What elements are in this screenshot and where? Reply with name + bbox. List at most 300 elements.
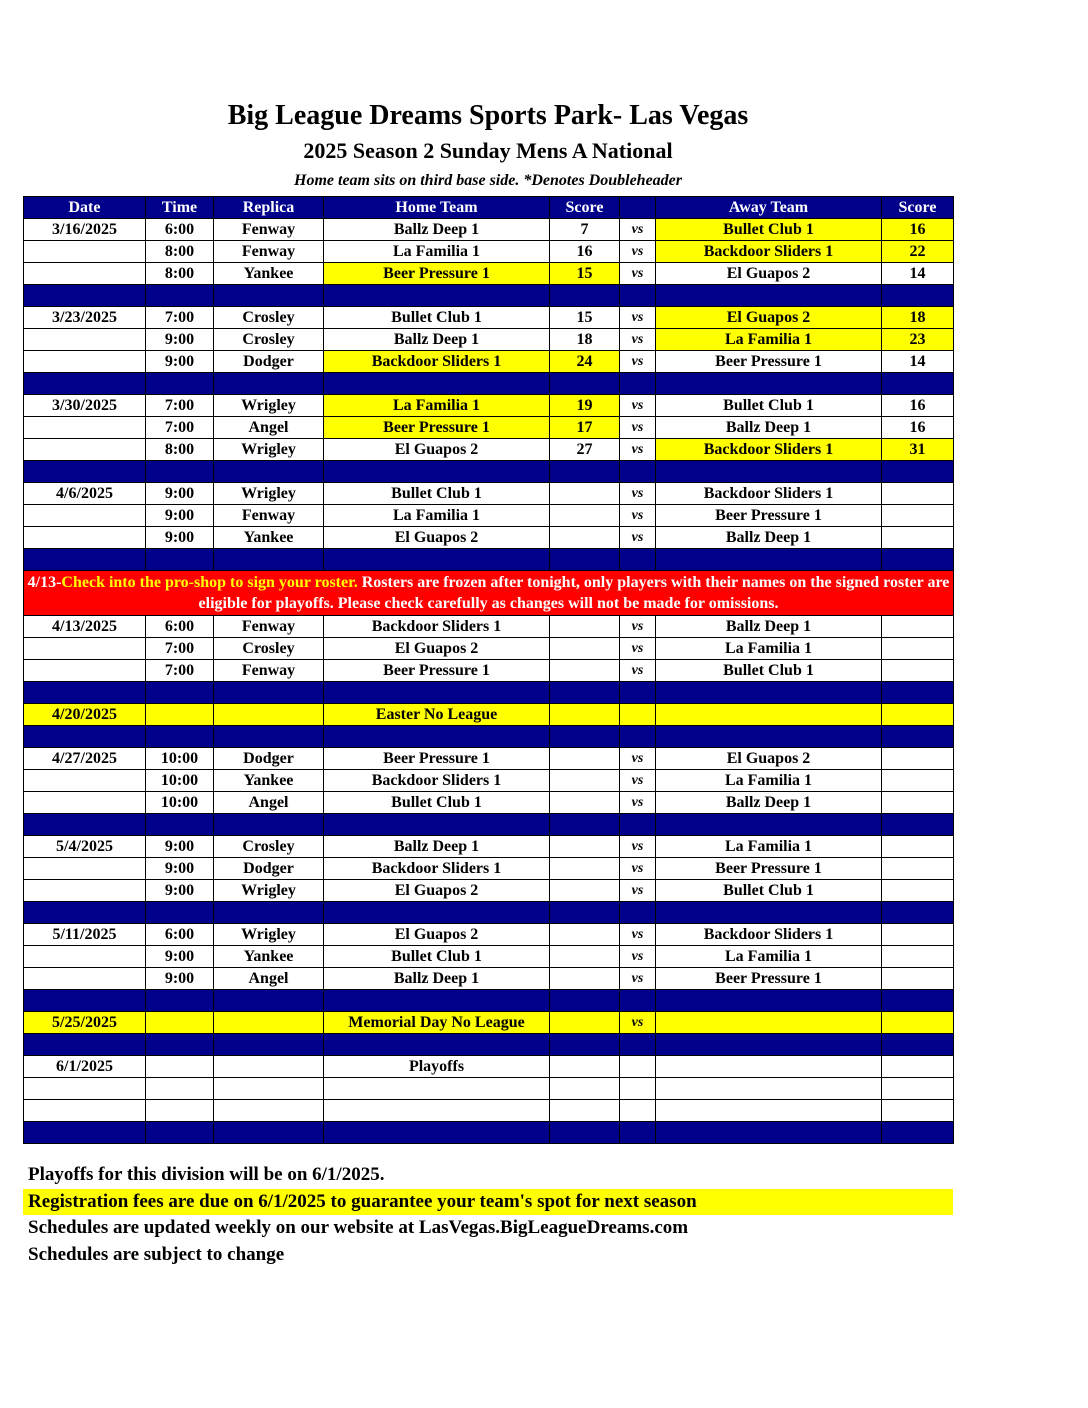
home-score-cell [550, 770, 620, 792]
home-score-cell [550, 1056, 620, 1078]
home-team-cell [324, 1078, 550, 1100]
date-cell [24, 660, 146, 682]
time-cell [146, 1056, 214, 1078]
roster-notice [24, 571, 954, 616]
separator-cell [214, 461, 324, 483]
separator-cell [324, 461, 550, 483]
schedule-table [23, 196, 954, 1144]
separator-cell [882, 549, 954, 571]
vs-cell: vs [620, 263, 656, 285]
away-score-cell [882, 704, 954, 726]
away-score-cell [882, 1100, 954, 1122]
replica-cell: Fenway [214, 241, 324, 263]
separator-cell [656, 549, 882, 571]
home-team-cell: La Familia 1 [324, 241, 550, 263]
table-row [24, 660, 954, 682]
vs-cell: vs [620, 329, 656, 351]
table-row [24, 858, 954, 880]
separator-cell [24, 814, 146, 836]
week-separator-row [24, 1034, 954, 1056]
away-score-cell: 14 [882, 263, 954, 285]
separator-cell [656, 1122, 882, 1144]
home-score-cell [550, 748, 620, 770]
home-score-cell [550, 792, 620, 814]
replica-cell [214, 704, 324, 726]
home-team-cell [324, 1100, 550, 1122]
date-cell [24, 417, 146, 439]
header-note: Home team sits on third base side. *Denotes Doubleheader [294, 172, 682, 189]
replica-cell: Fenway [214, 219, 324, 241]
replica-cell [214, 1078, 324, 1100]
home-score-cell [550, 704, 620, 726]
away-team-cell: El Guapos 2 [656, 263, 882, 285]
vs-cell [620, 1056, 656, 1078]
away-score-cell: 14 [882, 351, 954, 373]
separator-cell [214, 726, 324, 748]
home-team-cell: Backdoor Sliders 1 [324, 858, 550, 880]
vs-cell: vs [620, 946, 656, 968]
home-score-cell: 18 [550, 329, 620, 351]
separator-cell [550, 1034, 620, 1056]
away-team-cell: Ballz Deep 1 [656, 616, 882, 638]
notice-highlight: Check into the pro-shop to sign your roster. [61, 574, 358, 591]
date-cell: 5/4/2025 [24, 836, 146, 858]
home-team-cell: Beer Pressure 1 [324, 263, 550, 285]
away-score-cell: 31 [882, 439, 954, 461]
vs-cell: vs [620, 351, 656, 373]
separator-cell [620, 1034, 656, 1056]
vs-cell: vs [620, 638, 656, 660]
home-team-cell: Bullet Club 1 [324, 307, 550, 329]
date-cell: 3/30/2025 [24, 395, 146, 417]
time-cell: 6:00 [146, 616, 214, 638]
away-team-cell: Backdoor Sliders 1 [656, 439, 882, 461]
vs-cell: vs [620, 219, 656, 241]
time-cell [146, 704, 214, 726]
home-score-cell [550, 483, 620, 505]
home-score-cell: 27 [550, 439, 620, 461]
separator-cell [656, 902, 882, 924]
week-separator-row [24, 549, 954, 571]
separator-cell [882, 726, 954, 748]
separator-cell [324, 373, 550, 395]
separator-cell [550, 726, 620, 748]
date-cell [24, 968, 146, 990]
column-header-date: Date [24, 197, 146, 219]
home-score-cell: 7 [550, 219, 620, 241]
separator-cell [324, 814, 550, 836]
table-row [24, 329, 954, 351]
time-cell: 9:00 [146, 329, 214, 351]
away-score-cell [882, 616, 954, 638]
away-score-cell [882, 1078, 954, 1100]
time-cell [146, 1100, 214, 1122]
date-cell: 4/27/2025 [24, 748, 146, 770]
away-score-cell [882, 792, 954, 814]
away-team-cell [656, 704, 882, 726]
replica-cell [214, 1100, 324, 1122]
replica-cell: Dodger [214, 858, 324, 880]
table-row [24, 946, 954, 968]
separator-cell [656, 1034, 882, 1056]
time-cell [146, 1012, 214, 1034]
separator-cell [24, 461, 146, 483]
vs-cell: vs [620, 880, 656, 902]
away-team-cell [656, 1100, 882, 1122]
away-score-cell [882, 748, 954, 770]
home-score-cell [550, 1012, 620, 1034]
separator-cell [24, 726, 146, 748]
week-separator-row [24, 373, 954, 395]
away-team-cell: La Familia 1 [656, 638, 882, 660]
away-score-cell [882, 880, 954, 902]
separator-cell [656, 461, 882, 483]
away-score-cell [882, 660, 954, 682]
separator-cell [214, 814, 324, 836]
home-team-cell: El Guapos 2 [324, 638, 550, 660]
table-header-row [24, 197, 954, 219]
table-row [24, 924, 954, 946]
home-score-cell [550, 638, 620, 660]
away-score-cell: 16 [882, 395, 954, 417]
separator-cell [550, 682, 620, 704]
replica-cell: Wrigley [214, 483, 324, 505]
separator-cell [324, 990, 550, 1012]
home-score-cell: 24 [550, 351, 620, 373]
home-team-cell: Backdoor Sliders 1 [324, 616, 550, 638]
table-row [24, 616, 954, 638]
away-team-cell: Beer Pressure 1 [656, 968, 882, 990]
separator-cell [146, 285, 214, 307]
column-header-time: Time [146, 197, 214, 219]
home-team-cell: Beer Pressure 1 [324, 660, 550, 682]
week-separator-row [24, 902, 954, 924]
date-cell [24, 263, 146, 285]
column-header-replica: Replica [214, 197, 324, 219]
vs-cell: vs [620, 836, 656, 858]
table-row [24, 395, 954, 417]
away-team-cell: El Guapos 2 [656, 307, 882, 329]
replica-cell: Dodger [214, 748, 324, 770]
away-score-cell: 16 [882, 417, 954, 439]
separator-cell [550, 285, 620, 307]
table-row [24, 417, 954, 439]
date-cell [24, 858, 146, 880]
week-separator-row [24, 461, 954, 483]
vs-cell: vs [620, 307, 656, 329]
week-separator-row [24, 814, 954, 836]
table-row [24, 1056, 954, 1078]
vs-cell: vs [620, 748, 656, 770]
table-row [24, 439, 954, 461]
separator-cell [324, 902, 550, 924]
separator-cell [214, 990, 324, 1012]
holiday-label: Memorial Day No League [324, 1012, 550, 1034]
separator-cell [656, 990, 882, 1012]
home-score-cell: 17 [550, 417, 620, 439]
separator-cell [550, 814, 620, 836]
time-cell: 6:00 [146, 219, 214, 241]
away-team-cell: Bullet Club 1 [656, 395, 882, 417]
home-score-cell [550, 924, 620, 946]
replica-cell: Wrigley [214, 924, 324, 946]
away-score-cell [882, 946, 954, 968]
table-row [24, 968, 954, 990]
separator-cell [620, 726, 656, 748]
away-team-cell: Backdoor Sliders 1 [656, 483, 882, 505]
separator-cell [146, 814, 214, 836]
away-team-cell: La Familia 1 [656, 836, 882, 858]
home-score-cell: 15 [550, 307, 620, 329]
separator-cell [656, 373, 882, 395]
table-row [24, 1100, 954, 1122]
date-cell [24, 1100, 146, 1122]
holiday-row [24, 704, 954, 726]
separator-cell [882, 1122, 954, 1144]
separator-cell [214, 682, 324, 704]
away-score-cell: 16 [882, 219, 954, 241]
away-score-cell [882, 924, 954, 946]
separator-cell [620, 902, 656, 924]
date-cell [24, 638, 146, 660]
vs-cell: vs [620, 770, 656, 792]
away-team-cell: Backdoor Sliders 1 [656, 924, 882, 946]
separator-cell [620, 814, 656, 836]
away-team-cell: Beer Pressure 1 [656, 505, 882, 527]
separator-cell [882, 990, 954, 1012]
away-score-cell [882, 1012, 954, 1034]
notice-date-prefix: 4/13- [27, 574, 62, 591]
time-cell: 9:00 [146, 836, 214, 858]
home-team-cell: La Familia 1 [324, 505, 550, 527]
separator-cell [146, 373, 214, 395]
replica-cell: Angel [214, 417, 324, 439]
away-team-cell: La Familia 1 [656, 770, 882, 792]
separator-cell [146, 682, 214, 704]
away-score-cell [882, 527, 954, 549]
home-score-cell [550, 527, 620, 549]
separator-cell [146, 549, 214, 571]
vs-cell: vs [620, 792, 656, 814]
date-cell: 6/1/2025 [24, 1056, 146, 1078]
replica-cell: Dodger [214, 351, 324, 373]
footer-playoffs: Playoffs for this division will be on 6/1/2025. [28, 1164, 385, 1185]
separator-cell [620, 1122, 656, 1144]
away-score-cell [882, 483, 954, 505]
notice-text: Rosters are frozen after tonight, only players with their names on the signed roster are eligible for playoffs. Please check carefully as changes will not be made for omissions. [198, 574, 950, 612]
date-cell: 4/6/2025 [24, 483, 146, 505]
away-team-cell: Ballz Deep 1 [656, 417, 882, 439]
week-separator-row [24, 990, 954, 1012]
date-cell [24, 946, 146, 968]
separator-cell [324, 726, 550, 748]
separator-cell [656, 814, 882, 836]
replica-cell: Fenway [214, 660, 324, 682]
separator-cell [550, 990, 620, 1012]
away-score-cell: 18 [882, 307, 954, 329]
time-cell: 6:00 [146, 924, 214, 946]
time-cell: 9:00 [146, 946, 214, 968]
away-score-cell: 23 [882, 329, 954, 351]
time-cell: 10:00 [146, 792, 214, 814]
separator-cell [324, 1122, 550, 1144]
separator-cell [882, 373, 954, 395]
separator-cell [146, 1034, 214, 1056]
time-cell: 8:00 [146, 439, 214, 461]
home-score-cell [550, 660, 620, 682]
date-cell: 3/23/2025 [24, 307, 146, 329]
separator-cell [146, 726, 214, 748]
separator-cell [620, 285, 656, 307]
table-row [24, 748, 954, 770]
time-cell: 7:00 [146, 638, 214, 660]
home-score-cell [550, 946, 620, 968]
separator-cell [882, 461, 954, 483]
home-team-cell: Backdoor Sliders 1 [324, 770, 550, 792]
time-cell: 9:00 [146, 858, 214, 880]
time-cell: 10:00 [146, 748, 214, 770]
footer-website: Schedules are updated weekly on our website at LasVegas.BigLeagueDreams.com [28, 1217, 689, 1238]
date-cell [24, 792, 146, 814]
table-row [24, 219, 954, 241]
separator-cell [620, 461, 656, 483]
home-team-cell: Beer Pressure 1 [324, 417, 550, 439]
separator-cell [550, 373, 620, 395]
vs-cell: vs [620, 1012, 656, 1034]
week-separator-row [24, 1122, 954, 1144]
separator-cell [620, 990, 656, 1012]
vs-cell: vs [620, 505, 656, 527]
separator-cell [324, 682, 550, 704]
vs-cell: vs [620, 527, 656, 549]
date-cell [24, 880, 146, 902]
vs-cell: vs [620, 660, 656, 682]
date-cell [24, 351, 146, 373]
vs-cell: vs [620, 616, 656, 638]
date-cell [24, 1078, 146, 1100]
separator-cell [656, 285, 882, 307]
time-cell: 7:00 [146, 417, 214, 439]
date-cell: 4/13/2025 [24, 616, 146, 638]
date-cell: 5/25/2025 [24, 1012, 146, 1034]
away-team-cell: La Familia 1 [656, 329, 882, 351]
date-cell: 5/11/2025 [24, 924, 146, 946]
home-score-cell [550, 616, 620, 638]
date-cell [24, 505, 146, 527]
away-score-cell [882, 858, 954, 880]
date-cell [24, 527, 146, 549]
column-header-vs [620, 197, 656, 219]
replica-cell: Angel [214, 968, 324, 990]
replica-cell: Wrigley [214, 395, 324, 417]
separator-cell [214, 285, 324, 307]
vs-cell: vs [620, 858, 656, 880]
schedule-body [24, 219, 954, 1144]
time-cell: 10:00 [146, 770, 214, 792]
table-row [24, 638, 954, 660]
home-team-cell: Ballz Deep 1 [324, 836, 550, 858]
date-cell: 4/20/2025 [24, 704, 146, 726]
time-cell [146, 1078, 214, 1100]
replica-cell: Wrigley [214, 880, 324, 902]
away-team-cell: La Familia 1 [656, 946, 882, 968]
vs-cell [620, 704, 656, 726]
time-cell: 8:00 [146, 263, 214, 285]
separator-cell [620, 373, 656, 395]
table-row [24, 241, 954, 263]
separator-cell [214, 549, 324, 571]
time-cell: 9:00 [146, 351, 214, 373]
away-score-cell [882, 1056, 954, 1078]
replica-cell: Crosley [214, 638, 324, 660]
home-team-cell: Ballz Deep 1 [324, 329, 550, 351]
date-cell [24, 770, 146, 792]
home-score-cell: 16 [550, 241, 620, 263]
home-score-cell [550, 505, 620, 527]
replica-cell [214, 1056, 324, 1078]
home-team-cell: Beer Pressure 1 [324, 748, 550, 770]
roster-notice-row [24, 571, 954, 616]
separator-cell [324, 285, 550, 307]
separator-cell [24, 1034, 146, 1056]
separator-cell [882, 682, 954, 704]
separator-cell [324, 549, 550, 571]
table-row [24, 483, 954, 505]
table-row [24, 792, 954, 814]
table-row [24, 836, 954, 858]
replica-cell [214, 1012, 324, 1034]
away-team-cell: Ballz Deep 1 [656, 792, 882, 814]
separator-cell [24, 682, 146, 704]
away-score-cell [882, 836, 954, 858]
replica-cell: Yankee [214, 770, 324, 792]
replica-cell: Crosley [214, 836, 324, 858]
separator-cell [24, 285, 146, 307]
away-team-cell: Bullet Club 1 [656, 880, 882, 902]
column-header-away-score: Score [882, 197, 954, 219]
replica-cell: Angel [214, 792, 324, 814]
vs-cell: vs [620, 417, 656, 439]
table-row [24, 880, 954, 902]
footer-registration: Registration fees are due on 6/1/2025 to guarantee your team's spot for next season [23, 1189, 953, 1215]
away-team-cell: Bullet Club 1 [656, 219, 882, 241]
column-header-away-team: Away Team [656, 197, 882, 219]
replica-cell: Yankee [214, 263, 324, 285]
time-cell: 9:00 [146, 968, 214, 990]
home-team-cell: Ballz Deep 1 [324, 968, 550, 990]
away-team-cell [656, 1056, 882, 1078]
home-score-cell [550, 858, 620, 880]
replica-cell: Fenway [214, 616, 324, 638]
separator-cell [882, 285, 954, 307]
vs-cell: vs [620, 968, 656, 990]
separator-cell [146, 902, 214, 924]
away-score-cell [882, 505, 954, 527]
home-team-cell: El Guapos 2 [324, 924, 550, 946]
replica-cell: Yankee [214, 527, 324, 549]
replica-cell: Crosley [214, 307, 324, 329]
vs-cell [620, 1078, 656, 1100]
separator-cell [882, 814, 954, 836]
away-team-cell: Bullet Club 1 [656, 660, 882, 682]
table-row [24, 263, 954, 285]
away-score-cell [882, 770, 954, 792]
away-team-cell [656, 1012, 882, 1034]
table-row [24, 505, 954, 527]
time-cell: 8:00 [146, 241, 214, 263]
vs-cell [620, 1100, 656, 1122]
vs-cell: vs [620, 924, 656, 946]
